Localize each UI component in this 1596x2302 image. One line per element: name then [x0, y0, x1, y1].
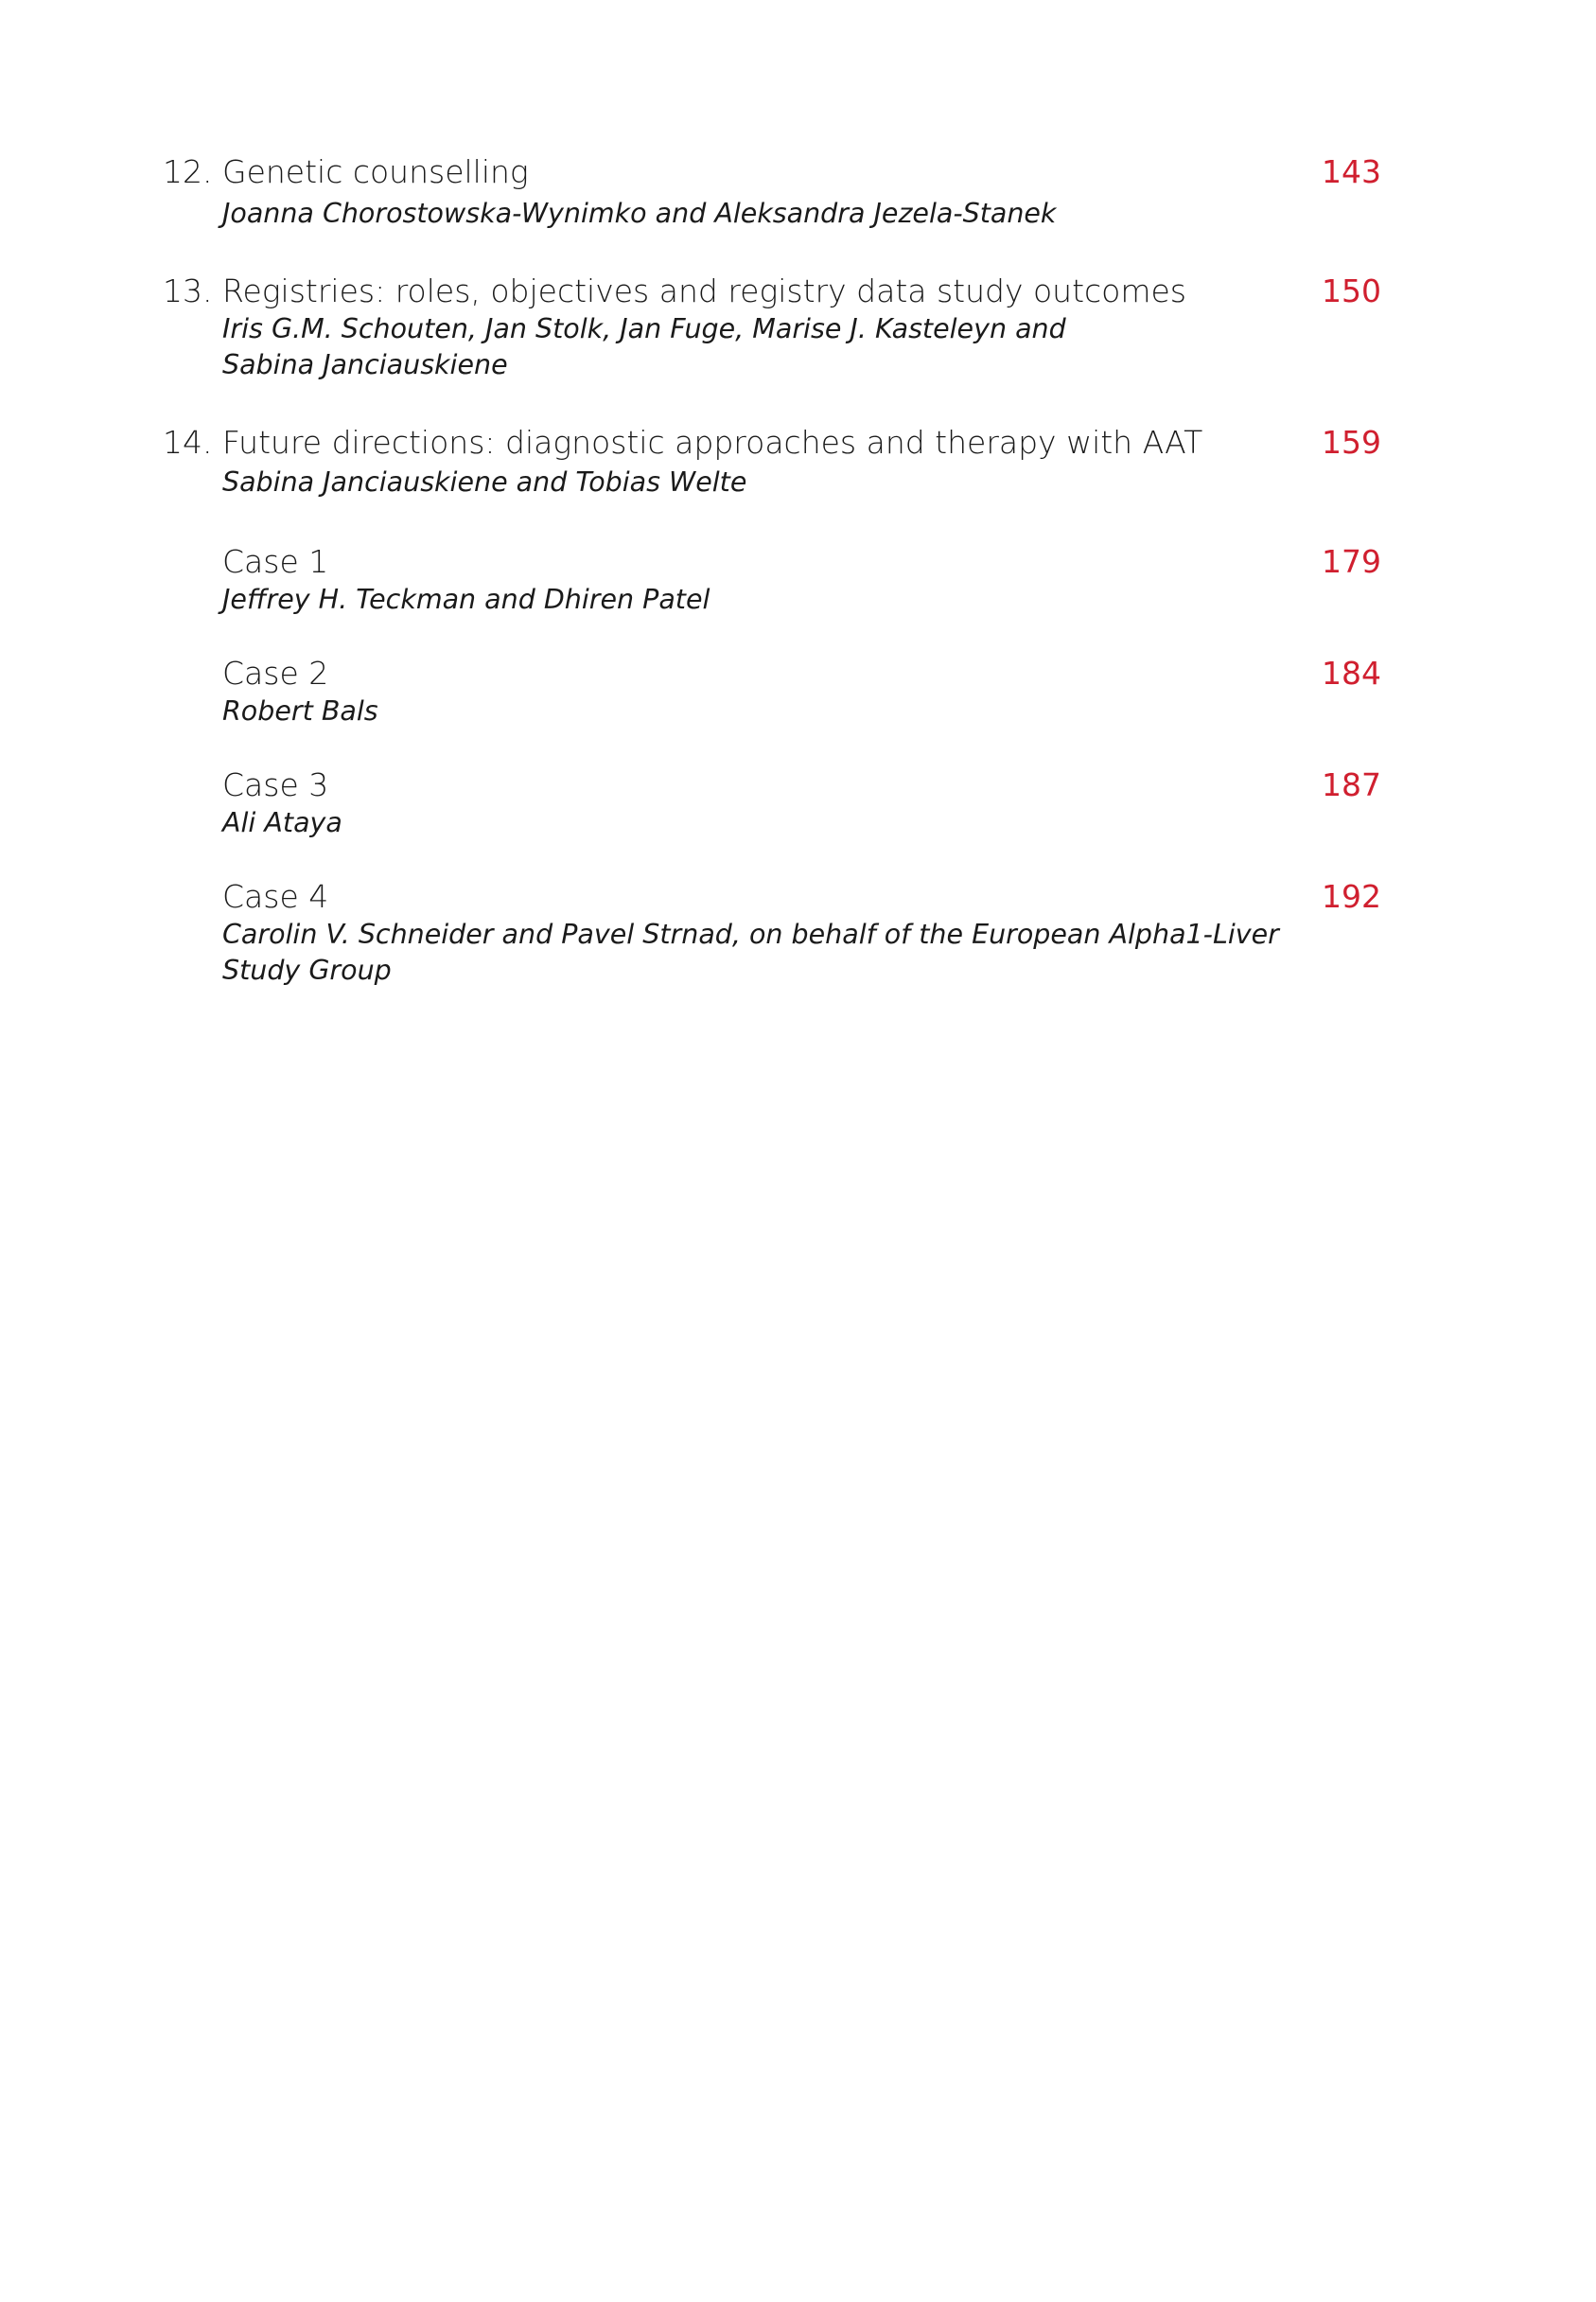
chapter-number: 13.	[163, 272, 213, 309]
case-authors	[222, 694, 1244, 729]
chapter-title[interactable]: Registries: roles, objectives and registry data study outcomes	[222, 272, 1187, 309]
case-title[interactable]: Case 4	[222, 878, 329, 915]
author-line: Jeffrey H. Teckman and Dhiren Patel	[222, 584, 710, 615]
chapter-authors	[222, 465, 1244, 501]
case-authors	[222, 917, 1279, 989]
chapter-authors	[222, 311, 1244, 383]
page-number[interactable]: 192	[1322, 878, 1381, 915]
page-number[interactable]: 143	[1322, 153, 1381, 190]
author-line: Carolin V. Schneider and Pavel Strnad, on behalf of the European Alpha1-Liver	[222, 919, 1279, 950]
chapter-title[interactable]: Genetic counselling	[222, 153, 529, 190]
chapter-title[interactable]: Future directions: diagnostic approaches and therapy with AAT	[222, 424, 1203, 461]
case-title[interactable]: Case 1	[222, 543, 329, 580]
case-authors	[222, 805, 1244, 841]
author-line: Joanna Chorostowska-Wynimko and Aleksandra Jezela-Stanek	[222, 198, 1057, 229]
page-number[interactable]: 187	[1322, 766, 1381, 803]
author-line: Study Group	[222, 955, 392, 986]
author-line: Sabina Janciauskiene and Tobias Welte	[222, 466, 747, 498]
page-number[interactable]: 159	[1322, 424, 1381, 461]
author-line: Sabina Janciauskiene	[222, 349, 508, 380]
author-line: Ali Ataya	[222, 807, 342, 838]
case-title[interactable]: Case 2	[222, 655, 329, 692]
author-line: Iris G.M. Schouten, Jan Stolk, Jan Fuge, Marise J. Kasteleyn and	[222, 313, 1066, 344]
chapter-number: 12.	[163, 153, 213, 190]
chapter-number: 14.	[163, 424, 213, 461]
author-line: Robert Bals	[222, 695, 378, 727]
page-number[interactable]: 184	[1322, 655, 1381, 692]
page-number[interactable]: 150	[1322, 272, 1381, 309]
case-title[interactable]: Case 3	[222, 766, 329, 803]
case-authors	[222, 582, 1244, 618]
chapter-authors	[222, 196, 1244, 232]
page-number[interactable]: 179	[1322, 543, 1381, 580]
